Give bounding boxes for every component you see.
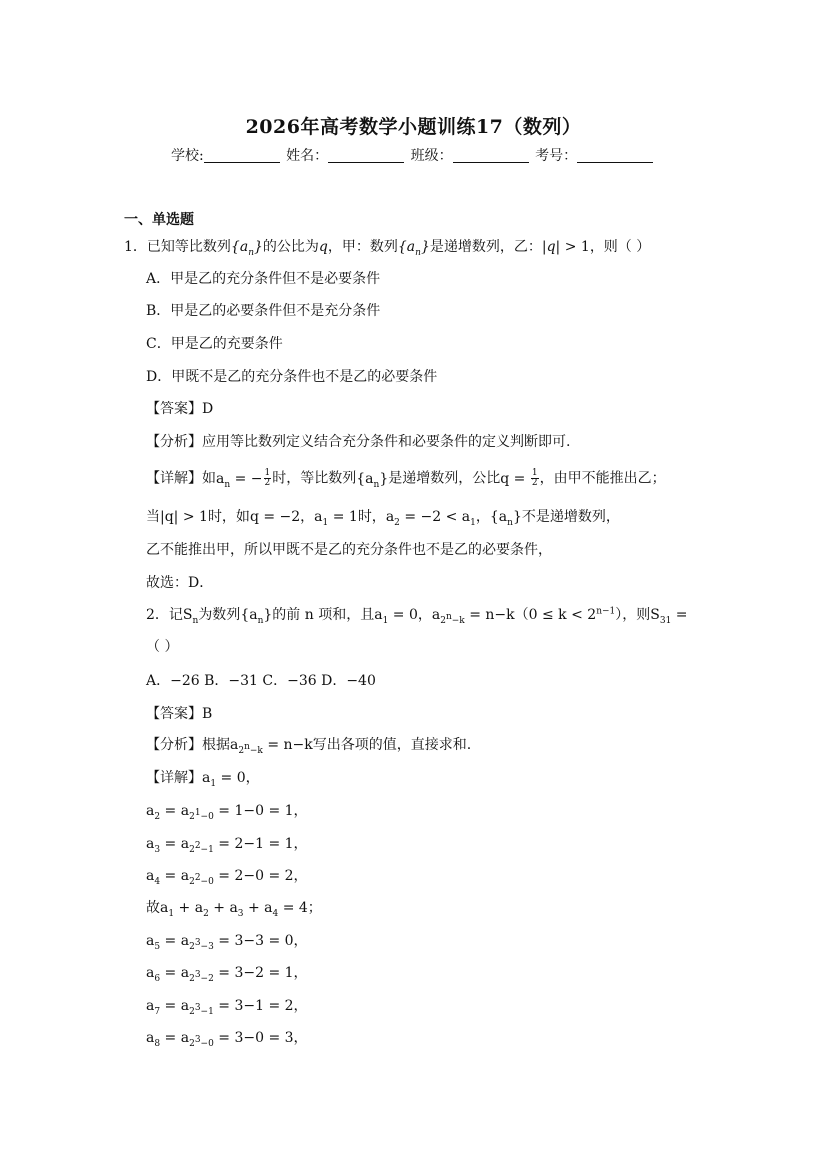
question-2-stem-cont: （ ） [146,639,179,655]
equation-sum-4: 故$a_1 + a_2 + a_3 + a_4 = 4$； [146,900,322,919]
equation-a7: $a_7 = a_{2^3-1} = 3-1 = 2$， [146,998,308,1017]
question-2-analysis: 【分析】根据$a_{2^n-k} = n-k$写出各项的值，直接求和. [146,737,472,756]
school-label: 学校: [171,148,204,164]
question-1-stem: 1．已知等比数列$\{a_n\}$的公比为q，甲：数列$\{a_n\}$是递增数列，乙：|q| > 1，则（ ） [124,239,651,258]
question-1-option-c[interactable]: C．甲是乙的充要条件 [146,336,283,352]
question-2-answer: 【答案】B [146,706,213,722]
exam-no-blank[interactable] [577,148,653,163]
school-blank[interactable] [204,148,280,163]
equation-a3: $a_3 = a_{2^2-1} = 2-1 = 1$， [146,836,308,855]
question-1-option-b[interactable]: B．甲是乙的必要条件但不是充分条件 [146,303,381,319]
name-label: 姓名： [286,148,329,164]
equation-a5: $a_5 = a_{2^3-3} = 3-3 = 0$， [146,933,308,952]
question-1-option-d[interactable]: D．甲既不是乙的充分条件也不是乙的必要条件 [146,369,438,385]
equation-a6: $a_6 = a_{2^3-2} = 3-2 = 1$， [146,965,308,984]
equation-a2: $a_2 = a_{2^1-0} = 1-0 = 1$， [146,803,308,822]
question-2-stem: 2．记$S_n$为数列$\{a_n\}$的前 n 项和，且$a_1 = 0$，$a_{2^n-k} = n-k(0 \le k < 2^{n-1})$，则$S_{31}$ = [146,606,688,626]
class-blank[interactable] [453,148,529,163]
equation-a4: $a_4 = a_{2^2-0} = 2-0 = 2$， [146,868,308,887]
question-1-detail-line-3: 乙不能推出甲，所以甲既不是乙的充分条件也不是乙的必要条件， [146,542,552,558]
question-1-answer: 【答案】D [146,401,214,417]
question-2-detail: 【详解】$a_1 = 0$， [146,770,260,789]
question-2-options[interactable]: A．−26 B．−31 C．−36 D．−40 [146,673,376,689]
question-1-analysis: 【分析】应用等比数列定义结合充分条件和必要条件的定义判断即可. [146,434,571,450]
question-1-detail: 【详解】如$a_n$ = − $\frac{1}{2}$ 时，等比数列$\{a_n\}$是递增数列，公比q = $\frac{1}{2}$ ，由甲不能推出乙； [146,468,666,490]
question-1-detail-line-2: 当|q| > 1时，如q = −2，$a_1 = 1$时，$a_2 = -2 < a_1$，$\{a_n\}$不是递增数列， [146,509,620,528]
page-title: 2026年高考数学小题训练17（数列） [245,116,582,138]
student-info-line [171,145,655,165]
exam-no-label: 考号： [535,148,578,164]
section-heading: 一、单选题 [124,212,194,228]
question-1-option-a[interactable]: A．甲是乙的充分条件但不是必要条件 [146,271,381,287]
equation-a8: $a_8 = a_{2^3-0} = 3-0 = 3$， [146,1030,308,1049]
question-1-conclusion: 故选：D． [146,575,214,591]
class-label: 班级： [410,148,453,164]
name-blank[interactable] [328,148,404,163]
